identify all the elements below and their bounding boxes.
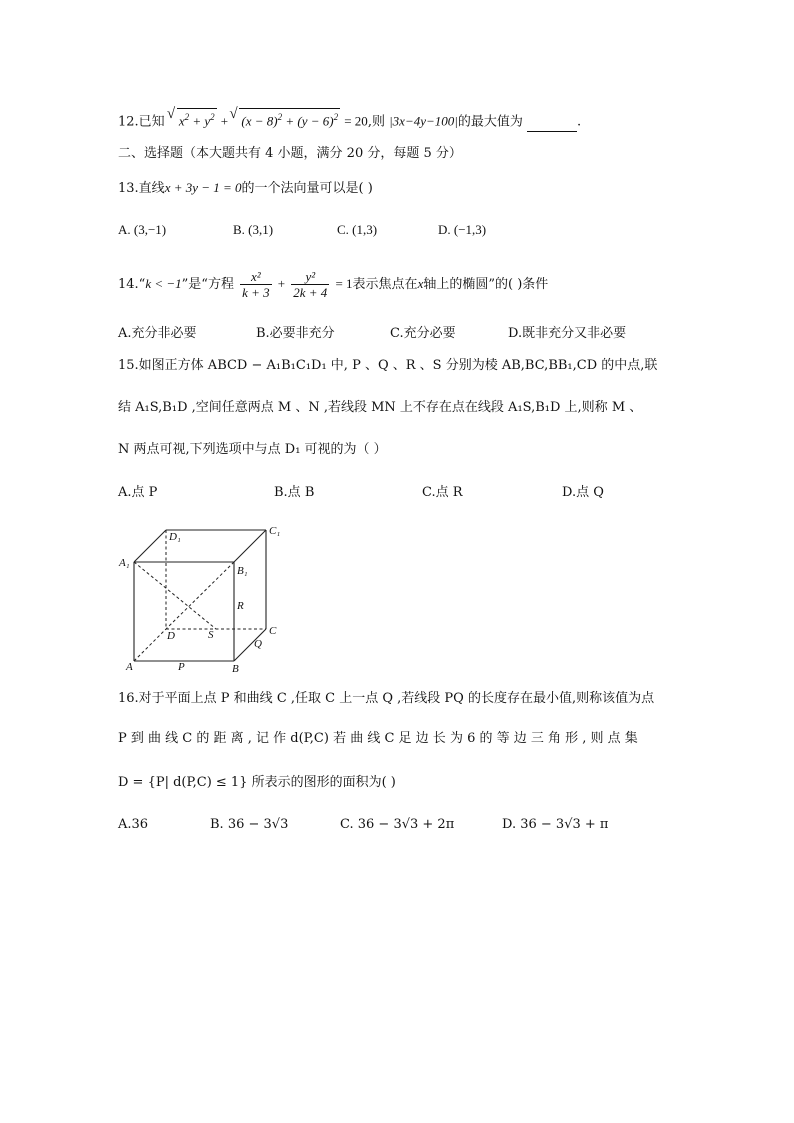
q14-option-a[interactable]: A.充分非必要 <box>118 326 197 341</box>
label-C: C <box>269 625 277 637</box>
question-12: 12.已知 √ $x^2 + y^2$ + √ $(x - 8)^2 + (y - 6)^2 = 20$,则 |3x−4y−100|的最大值为 . <box>118 108 581 132</box>
section-title: 二、选择题（本大题共有 4 小题，满分 20 分，每题 5 分） <box>118 146 462 161</box>
q13-option-a[interactable]: A. (3,−1) <box>118 222 167 237</box>
answer-blank[interactable] <box>527 118 577 132</box>
label-D: D <box>167 630 175 642</box>
q16-line-1: 16.对于平面上点 P 和曲线 C ,任取 C 上一点 Q ,若线段 PQ 的长度存在最小值,则称该值为点 <box>118 691 655 706</box>
q13-option-d[interactable]: D. (−1,3) <box>438 222 487 237</box>
q15-option-b[interactable]: B.点 B <box>274 485 315 500</box>
q14-option-b[interactable]: B.必要非充分 <box>256 326 335 341</box>
label-S: S <box>208 629 214 641</box>
q12-end: . <box>576 114 582 130</box>
q12-text: ,则 <box>367 114 385 130</box>
question-13 <box>118 178 373 199</box>
q15-line-1: 15.如图正方体 ABCD − A₁B₁C₁D₁ 中, P 、Q 、R 、S 分别为棱 AB,BC,BB₁,CD 的中点,联 <box>118 358 658 373</box>
q16-option-a[interactable]: A.36 <box>118 817 149 832</box>
q13-equation: x + 3y − 1 = 0 <box>164 180 242 195</box>
label-C1: C₁ <box>269 525 281 537</box>
label-A1: A₁ <box>119 557 130 569</box>
q13-prefix: 13.直线 <box>118 181 165 196</box>
label-P: P <box>178 661 185 673</box>
q16-line-2: P 到 曲 线 C 的 距 离 , 记 作 d(P,C) 若 曲 线 C 足 边 长 为 6 的 等 边 三 角 形 , 则 点 集 <box>118 731 638 746</box>
sqrt-term-2: √ $(x - 8)^2 + (y - 6)^2$ <box>239 108 340 129</box>
q12-tail: 的最大值为 <box>457 114 523 130</box>
q12-number: 12.已知 <box>118 114 165 130</box>
q15-line-2: 结 A₁S,B₁D ,空间任意两点 M 、N ,若线段 MN 上不存在点在线段 A₁S,B₁D 上,则称 M 、 <box>118 400 643 415</box>
label-B1: B₁ <box>237 565 248 577</box>
q12-abs: |3x−4y−100| <box>389 113 458 129</box>
q15-option-d[interactable]: D.点 Q <box>562 485 604 500</box>
q14-condition: k < −1 <box>145 276 182 291</box>
q14-tail2: 轴上的椭圆”的( )条件 <box>423 277 549 292</box>
label-A: A <box>126 661 133 673</box>
q16-line-3: D = {P| d(P,C) ≤ 1} 所表示的图形的面积为( ) <box>118 775 396 790</box>
q14-eq: = 1 <box>335 276 353 291</box>
q13-option-b[interactable]: B. (3,1) <box>233 222 274 237</box>
q14-option-d[interactable]: D.既非充分又非必要 <box>508 326 627 341</box>
label-D1: D₁ <box>169 531 181 543</box>
label-Q: Q <box>254 638 262 650</box>
q14-tail: 表示焦点在 <box>352 277 418 292</box>
q14-number: 14.“ <box>118 277 146 292</box>
question-14: 14.“k < −1”是“方程 $\frac{\text{x²}}{k + 3}$ + $\frac{\text{y²}}{2k + 4}$ = 1表示焦点在x轴上的椭圆”的( )条件 <box>118 269 549 300</box>
fraction-2: $\frac{\text{y²}}{2k + 4}$ <box>293 269 328 300</box>
q16-option-d[interactable]: D. 36 − 3√3 + π <box>502 817 609 832</box>
cube-figure <box>116 520 296 675</box>
q16-option-b[interactable]: B. 36 − 3√3 <box>210 817 289 832</box>
sqrt-term-1: √ $x^2 + y^2$ <box>177 108 217 129</box>
q12-eq: = 20 <box>344 113 368 129</box>
q14-mid: ”是“方程 <box>181 277 234 292</box>
q13-suffix: 的一个法向量可以是( ) <box>241 181 373 196</box>
q14-option-c[interactable]: C.充分必要 <box>390 326 456 341</box>
q15-line-3: N 两点可视,下列选项中与点 D₁ 可视的为（ ） <box>118 442 387 457</box>
q15-option-c[interactable]: C.点 R <box>422 485 463 500</box>
q15-option-a[interactable]: A.点 P <box>118 485 158 500</box>
label-R: R <box>237 600 244 612</box>
fraction-1: $\frac{\text{x²}}{k + 3}$ <box>242 269 270 300</box>
label-B: B <box>232 663 239 675</box>
q13-option-c[interactable]: C. (1,3) <box>337 222 378 237</box>
q16-option-c[interactable]: C. 36 − 3√3 + 2π <box>340 817 455 832</box>
